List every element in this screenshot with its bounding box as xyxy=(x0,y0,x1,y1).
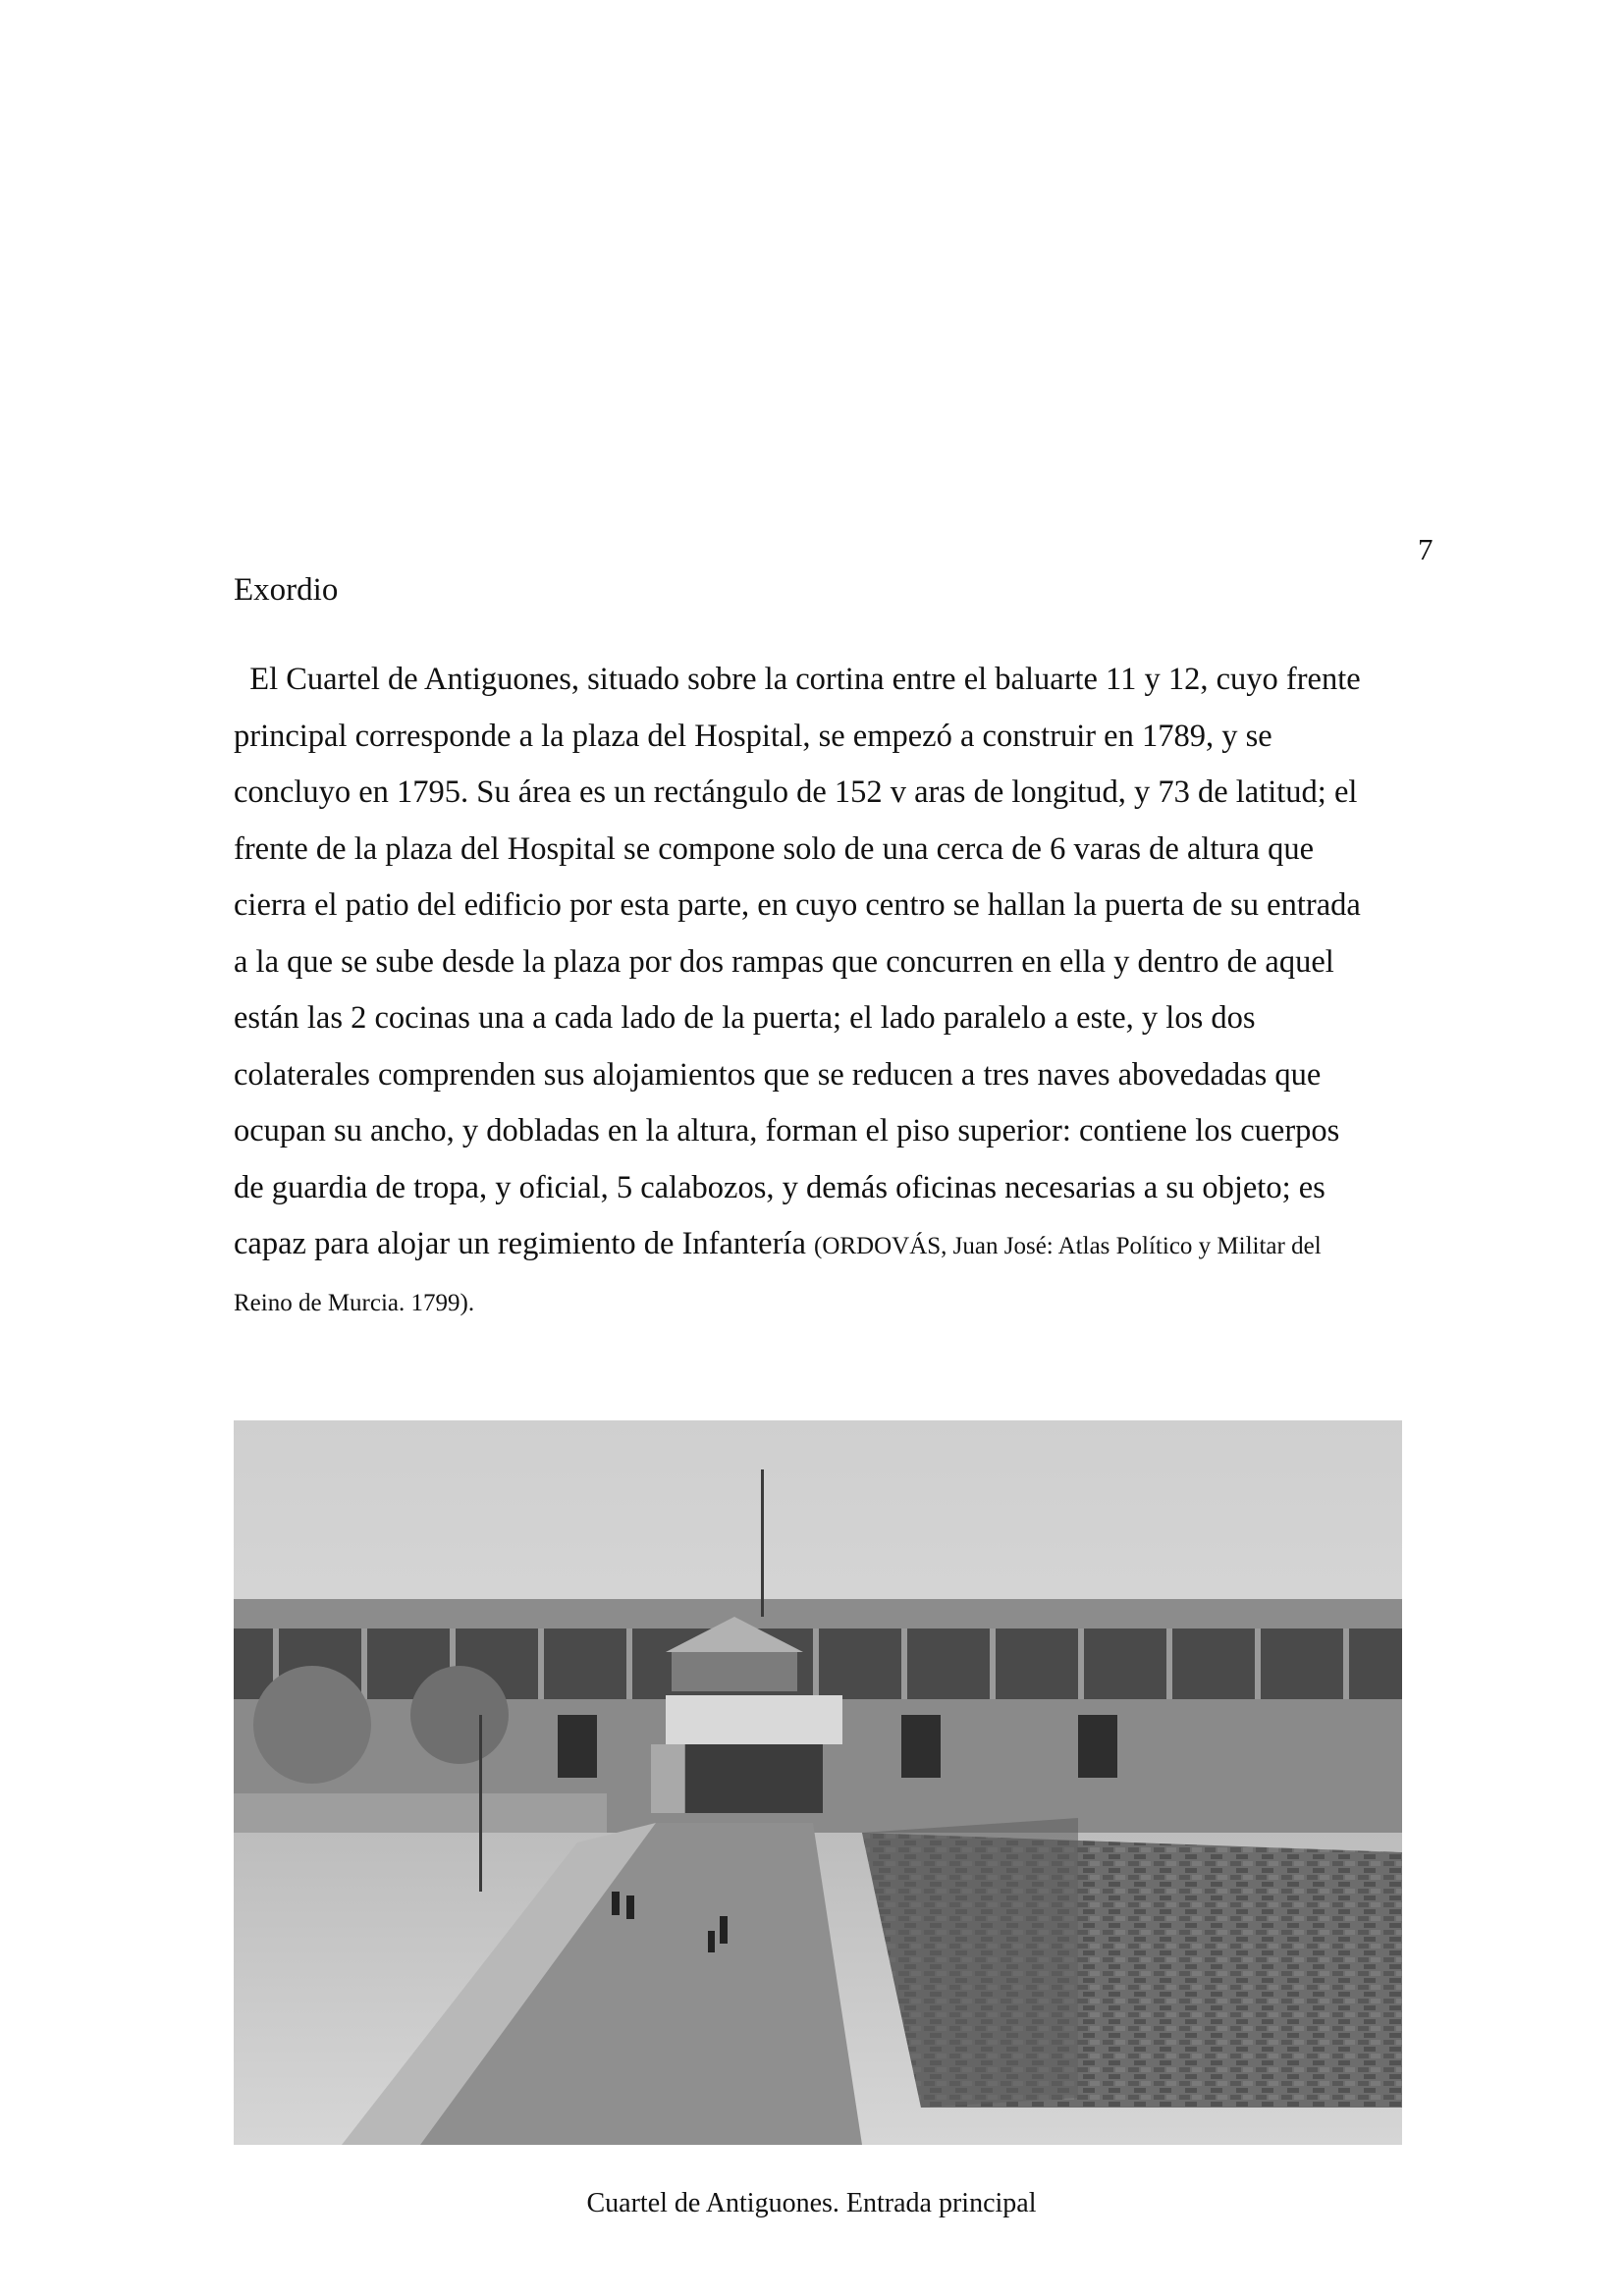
paragraph-line: El Cuartel de Antiguones, situado sobre la cortina entre el baluarte 11 y 12, cuyo frente xyxy=(234,662,1361,697)
citation-reference: (ORDOVÁS, Juan José: Atlas Político y Militar del xyxy=(814,1233,1322,1259)
paragraph-text: capaz para alojar un regimiento de Infantería xyxy=(234,1226,814,1261)
paragraph-line: concluyo en 1795. Su área es un rectángulo de 152 v aras de longitud, y 73 de latitud; el xyxy=(234,774,1358,810)
paragraph-line: frente de la plaza del Hospital se compone solo de una cerca de 6 varas de altura que xyxy=(234,830,1315,867)
paragraph-line: colaterales comprenden sus alojamientos que se reducen a tres naves abovedadas que xyxy=(234,1056,1322,1093)
page-number: 7 xyxy=(1418,532,1434,566)
section-title: Exordio xyxy=(234,572,339,608)
figure-caption: Cuartel de Antiguones. Entrada principal xyxy=(586,2188,1037,2218)
historic-photograph xyxy=(234,1420,1402,2145)
paragraph-line: de guardia de tropa, y oficial, 5 calabozos, y demás oficinas necesarias a su objeto; es xyxy=(234,1169,1325,1205)
paragraph-line: principal corresponde a la plaza del Hospital, se empezó a construir en 1789, y se xyxy=(234,718,1272,754)
paragraph-line: ocupan su ancho, y dobladas en la altura, forman el piso superior: contiene los cuerpos xyxy=(234,1113,1340,1148)
citation-reference-end: Reino de Murcia. 1799). xyxy=(234,1289,475,1316)
body-paragraph xyxy=(234,652,1412,1331)
paragraph-line: están las 2 cocinas una a cada lado de la puerta; el lado paralelo a este, y los dos xyxy=(234,1000,1256,1036)
paragraph-line: cierra el patio del edificio por esta parte, en cuyo centro se hallan la puerta de su entrada xyxy=(234,887,1361,923)
paragraph-line: a la que se sube desde la plaza por dos rampas que concurren en ella y dentro de aquel xyxy=(234,943,1334,980)
paragraph-line xyxy=(234,1216,1412,1275)
